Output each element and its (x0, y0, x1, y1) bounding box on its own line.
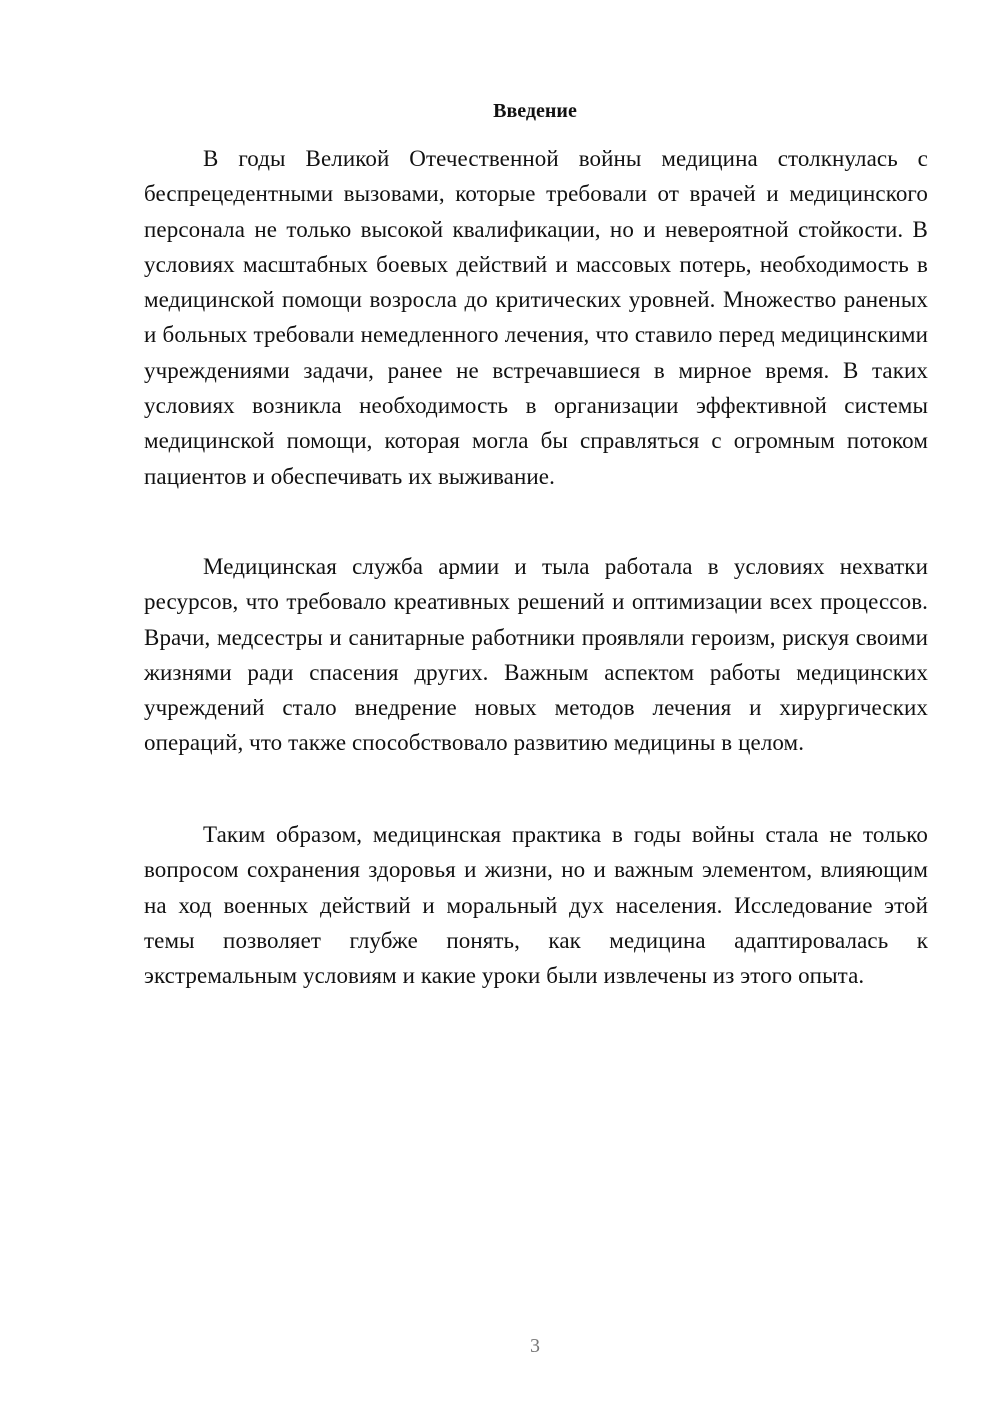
page-number: 3 (530, 1335, 540, 1357)
paragraph-2: Медицинская служба армии и тыла работала в условиях нехватки ресурсов, что требовало креативных решений и оптимизации всех процессов. Врачи, медсестры и санитарные работники проявляли героизм, рискуя своими жизнями ради спасения других. Важным аспектом работы медицинских учреждений стало внедрение новых методов лечения и хирургических операций, что также способствовало развитию медицины в целом. (144, 554, 928, 756)
section-title: Введение (493, 100, 577, 122)
paragraph-3: Таким образом, медицинская практика в годы войны стала не только вопросом сохранения здоровья и жизни, но и важным элементом, влияющим на ход военных действий и моральный дух населения. Исследование этой темы позволяет глубже понять, как медицина адаптировалась к экстремальным условиям и какие уроки были извлечены из этого опыта. (144, 822, 928, 989)
paragraph-1: В годы Великой Отечественной войны медицина столкнулась с беспрецедентными вызовами, которые требовали от врачей и медицинского персонала не только высокой квалификации, но и невероятной стойкости. В условиях масштабных боевых действий и массовых потерь, необходимость в медицинской помощи возросла до критических уровней. Множество раненых и больных требовали немедленного лечения, что ставило перед медицинскими учреждениями задачи, ранее не встречавшиеся в мирное время. В таких условиях возникла необходимость в организации эффективной системы медицинской помощи, которая могла бы справляться с огромным потоком пациентов и обеспечивать их выживание. (144, 146, 928, 489)
